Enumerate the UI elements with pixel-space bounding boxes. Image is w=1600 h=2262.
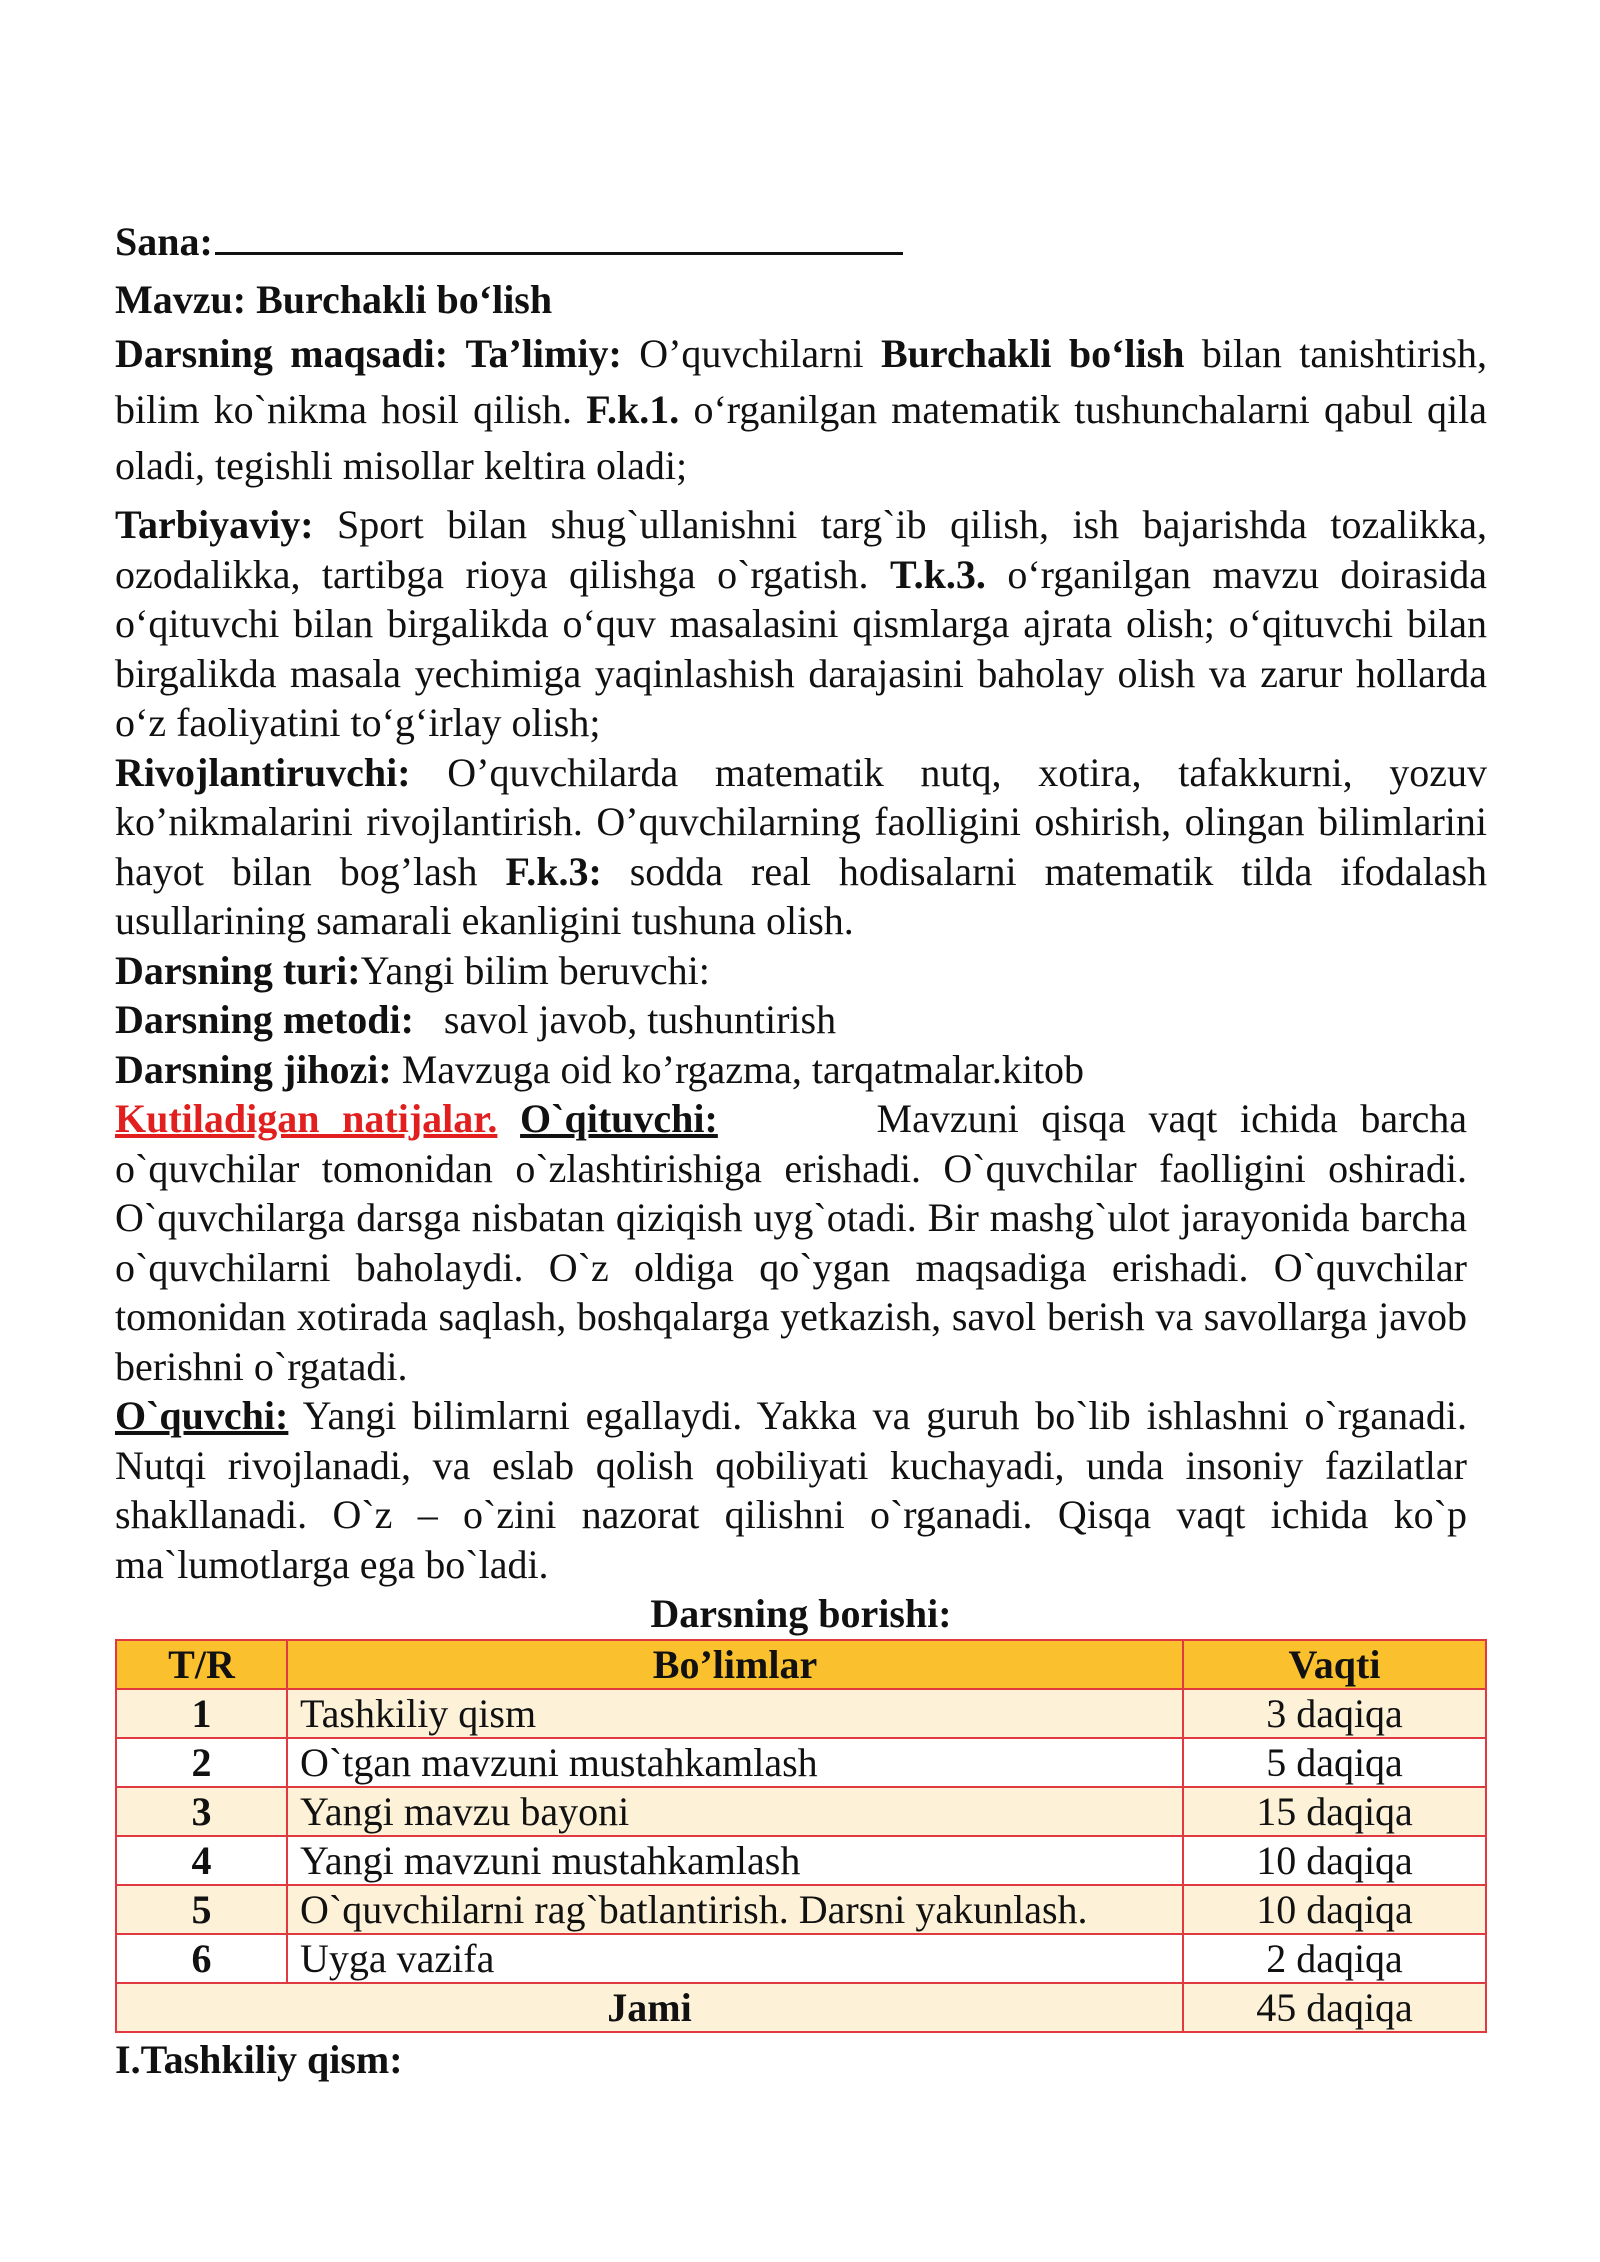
header-number: T/R (116, 1640, 287, 1689)
section-heading: I.Tashkiliy qism: (115, 2036, 403, 2082)
lesson-plan (115, 216, 1487, 2084)
expected-results-teacher: Kutiladigan natijalar. O`qituvchi: Mavzuni qisqa vaqt ichida barcha o`quvchilar tomonidan o`zlashtirishiga erishadi. O`quvchilar faolligini oshiradi. O`quvchilarga darsga nisbatan qiziqish uyg`otadi. Bir mashg`ulot jarayonida barcha o`quvchilarni baholaydi. O`z oldiga qo`ygan maqsadiga erishadi. O`quvchilar tomonidan xotirada saqlash, boshqalarga yetkazish, savol berish va savollarga javob berishni o`rgatadi. (115, 1096, 1467, 1389)
date-line: Sana: (115, 216, 1487, 267)
table-row: 2 O`tgan mavzuni mustahkamlash 5 daqiqa (116, 1738, 1486, 1787)
total-label: Jami (116, 1983, 1183, 2032)
goal-educational: Darsning maqsadi: Ta’limiy: O’quvchilarni Burchakli bo‘lish bilan tanishtirish, bilim ko`nikma hosil qilish. F.k.1. o‘rganilgan matematik tushunchalarni qabul qila oladi, tegishli misollar keltira oladi; (115, 331, 1488, 488)
lesson-equipment: Darsning jihozi: Mavzuga oid ko’rgazma, tarqatmalar.kitob (115, 1046, 1085, 1092)
header-time: Vaqti (1183, 1640, 1486, 1689)
expected-results-student: O`quvchi: Yangi bilimlarni egallaydi. Yakka va guruh bo`lib ishlashni o`rganadi. Nutqi rivojlanadi, va eslab qolish qobiliyati kuchayadi, unda insoniy fazilatlar shakllanadi. O`z – o`zini nazorat qilishni o`rganadi. Qisqa vaqt ichida ko`p ma`lumotlarga ega bo`ladi. (115, 1393, 1467, 1587)
lesson-type: Darsning turi:Yangi bilim beruvchi: (115, 947, 710, 993)
goal-upbringing: Tarbiyaviy: Sport bilan shug`ullanishni targ`ib qilish, ish bajarishda tozalikka, ozodalikka, tartibga rioya qilishga o`rgatish. T.k.3. o‘rganilgan mavzu doirasida o‘qituvchi bilan birgalikda o‘quv masalasini qismlarga ajrata olish; o‘qituvchi bilan birgalikda masala yechimiga yaqinlashish darajasini baholay olish va zarur hollarda o‘z faoliyatini to‘g‘irlay olish; (115, 502, 1488, 745)
table-row: 3 Yangi mavzu bayoni 15 daqiqa (116, 1787, 1486, 1836)
total-time: 45 daqiqa (1183, 1983, 1486, 2032)
table-total-row (116, 1983, 1486, 2032)
goal-developmental: Rivojlantiruvchi: O’quvchilarda matematik nutq, xotira, tafakkurni, yozuv ko’nikmalarini rivojlantirish. O’quvchilarning faolligini oshirish, olingan bilimlarini hayot bilan bog’lash F.k.3: sodda real hodisalarni matematik tilda ifodalash usullarining samarali ekanligini tushuna olish. (115, 749, 1488, 943)
lesson-method: Darsning metodi: savol javob, tushuntirish (115, 997, 837, 1042)
table-row: 1 Tashkiliy qism 3 daqiqa (116, 1689, 1486, 1738)
topic-line: Mavzu: Burchakli bo‘lish (115, 276, 553, 322)
lesson-flow-title: Darsning borishi: (650, 1591, 952, 1636)
table-row: 5 O`quvchilarni rag`batlantirish. Darsni yakunlash. 10 daqiqa (116, 1885, 1486, 1934)
table-row: 6 Uyga vazifa 2 daqiqa (116, 1934, 1486, 1983)
date-blank-line (215, 216, 903, 255)
table-header-row (116, 1640, 1486, 1689)
header-sections: Bo’limlar (287, 1640, 1183, 1689)
table-row: 4 Yangi mavzuni mustahkamlash 10 daqiqa (116, 1836, 1486, 1885)
lesson-flow-table (115, 1639, 1487, 2033)
